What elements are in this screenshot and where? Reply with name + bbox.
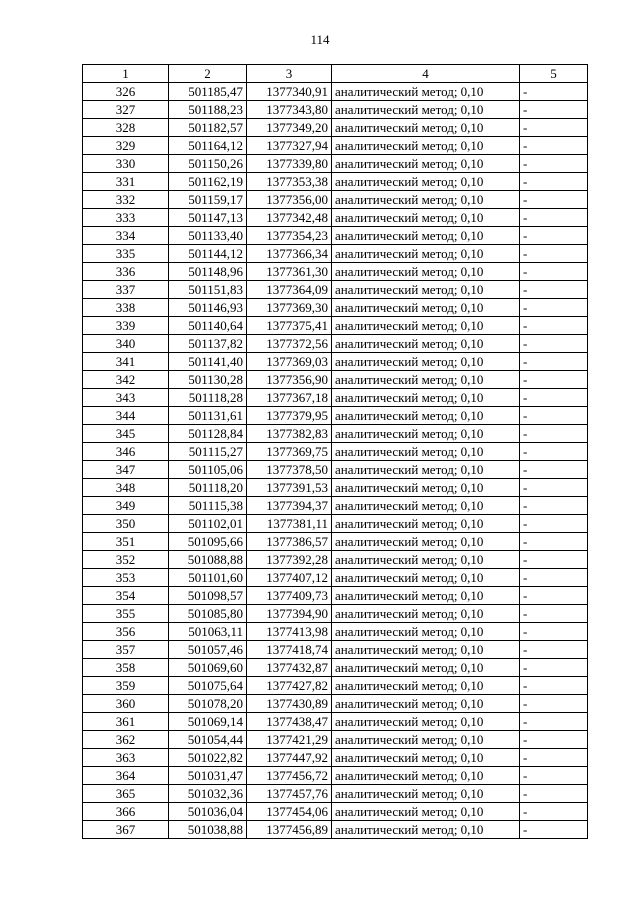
y-coordinate-cell: 1377366,34 <box>247 245 332 263</box>
method-accuracy-cell: аналитический метод; 0,10 <box>332 173 520 191</box>
table-row <box>83 749 588 767</box>
note-cell: - <box>520 101 588 119</box>
table-row <box>83 173 588 191</box>
point-number-cell: 338 <box>83 299 169 317</box>
table-row <box>83 803 588 821</box>
y-coordinate-cell: 1377409,73 <box>247 587 332 605</box>
note-cell: - <box>520 119 588 137</box>
point-number-cell: 363 <box>83 749 169 767</box>
y-coordinate-cell: 1377356,00 <box>247 191 332 209</box>
point-number-cell: 357 <box>83 641 169 659</box>
table-row <box>83 587 588 605</box>
point-number-cell: 355 <box>83 605 169 623</box>
note-cell: - <box>520 155 588 173</box>
note-cell: - <box>520 479 588 497</box>
column-header: 5 <box>520 65 588 83</box>
x-coordinate-cell: 501105,06 <box>169 461 247 479</box>
x-coordinate-cell: 501032,36 <box>169 785 247 803</box>
table-row <box>83 731 588 749</box>
y-coordinate-cell: 1377381,11 <box>247 515 332 533</box>
x-coordinate-cell: 501095,66 <box>169 533 247 551</box>
table-row <box>83 677 588 695</box>
point-number-cell: 332 <box>83 191 169 209</box>
note-cell: - <box>520 695 588 713</box>
method-accuracy-cell: аналитический метод; 0,10 <box>332 551 520 569</box>
note-cell: - <box>520 515 588 533</box>
x-coordinate-cell: 501150,26 <box>169 155 247 173</box>
x-coordinate-cell: 501118,28 <box>169 389 247 407</box>
point-number-cell: 330 <box>83 155 169 173</box>
table-row <box>83 317 588 335</box>
x-coordinate-cell: 501069,60 <box>169 659 247 677</box>
method-accuracy-cell: аналитический метод; 0,10 <box>332 695 520 713</box>
table-row <box>83 371 588 389</box>
x-coordinate-cell: 501151,83 <box>169 281 247 299</box>
method-accuracy-cell: аналитический метод; 0,10 <box>332 209 520 227</box>
x-coordinate-cell: 501031,47 <box>169 767 247 785</box>
table-row <box>83 659 588 677</box>
y-coordinate-cell: 1377327,94 <box>247 137 332 155</box>
point-number-cell: 350 <box>83 515 169 533</box>
method-accuracy-cell: аналитический метод; 0,10 <box>332 515 520 533</box>
note-cell: - <box>520 551 588 569</box>
point-number-cell: 351 <box>83 533 169 551</box>
y-coordinate-cell: 1377386,57 <box>247 533 332 551</box>
x-coordinate-cell: 501057,46 <box>169 641 247 659</box>
table-body <box>83 83 588 839</box>
method-accuracy-cell: аналитический метод; 0,10 <box>332 623 520 641</box>
point-number-cell: 362 <box>83 731 169 749</box>
note-cell: - <box>520 353 588 371</box>
point-number-cell: 345 <box>83 425 169 443</box>
method-accuracy-cell: аналитический метод; 0,10 <box>332 389 520 407</box>
y-coordinate-cell: 1377427,82 <box>247 677 332 695</box>
x-coordinate-cell: 501098,57 <box>169 587 247 605</box>
note-cell: - <box>520 191 588 209</box>
x-coordinate-cell: 501140,64 <box>169 317 247 335</box>
y-coordinate-cell: 1377354,23 <box>247 227 332 245</box>
table-row <box>83 281 588 299</box>
x-coordinate-cell: 501144,12 <box>169 245 247 263</box>
note-cell: - <box>520 137 588 155</box>
table-row <box>83 623 588 641</box>
x-coordinate-cell: 501147,13 <box>169 209 247 227</box>
table-row <box>83 137 588 155</box>
y-coordinate-cell: 1377407,12 <box>247 569 332 587</box>
column-header: 3 <box>247 65 332 83</box>
column-header: 2 <box>169 65 247 83</box>
x-coordinate-cell: 501069,14 <box>169 713 247 731</box>
point-number-cell: 352 <box>83 551 169 569</box>
x-coordinate-cell: 501115,27 <box>169 443 247 461</box>
point-number-cell: 365 <box>83 785 169 803</box>
x-coordinate-cell: 501075,64 <box>169 677 247 695</box>
table-row <box>83 533 588 551</box>
x-coordinate-cell: 501038,88 <box>169 821 247 839</box>
method-accuracy-cell: аналитический метод; 0,10 <box>332 731 520 749</box>
y-coordinate-cell: 1377372,56 <box>247 335 332 353</box>
y-coordinate-cell: 1377364,09 <box>247 281 332 299</box>
point-number-cell: 348 <box>83 479 169 497</box>
x-coordinate-cell: 501022,82 <box>169 749 247 767</box>
method-accuracy-cell: аналитический метод; 0,10 <box>332 317 520 335</box>
point-number-cell: 339 <box>83 317 169 335</box>
method-accuracy-cell: аналитический метод; 0,10 <box>332 101 520 119</box>
point-number-cell: 346 <box>83 443 169 461</box>
y-coordinate-cell: 1377394,90 <box>247 605 332 623</box>
x-coordinate-cell: 501133,40 <box>169 227 247 245</box>
y-coordinate-cell: 1377454,06 <box>247 803 332 821</box>
method-accuracy-cell: аналитический метод; 0,10 <box>332 785 520 803</box>
point-number-cell: 354 <box>83 587 169 605</box>
note-cell: - <box>520 371 588 389</box>
note-cell: - <box>520 317 588 335</box>
table-row <box>83 389 588 407</box>
y-coordinate-cell: 1377447,92 <box>247 749 332 767</box>
note-cell: - <box>520 227 588 245</box>
point-number-cell: 334 <box>83 227 169 245</box>
note-cell: - <box>520 803 588 821</box>
column-header: 4 <box>332 65 520 83</box>
note-cell: - <box>520 623 588 641</box>
note-cell: - <box>520 767 588 785</box>
method-accuracy-cell: аналитический метод; 0,10 <box>332 497 520 515</box>
y-coordinate-cell: 1377379,95 <box>247 407 332 425</box>
point-number-cell: 328 <box>83 119 169 137</box>
x-coordinate-cell: 501118,20 <box>169 479 247 497</box>
y-coordinate-cell: 1377356,90 <box>247 371 332 389</box>
method-accuracy-cell: аналитический метод; 0,10 <box>332 605 520 623</box>
note-cell: - <box>520 659 588 677</box>
x-coordinate-cell: 501148,96 <box>169 263 247 281</box>
method-accuracy-cell: аналитический метод; 0,10 <box>332 299 520 317</box>
x-coordinate-cell: 501159,17 <box>169 191 247 209</box>
y-coordinate-cell: 1377349,20 <box>247 119 332 137</box>
note-cell: - <box>520 641 588 659</box>
table-row <box>83 407 588 425</box>
note-cell: - <box>520 83 588 101</box>
y-coordinate-cell: 1377430,89 <box>247 695 332 713</box>
note-cell: - <box>520 443 588 461</box>
x-coordinate-cell: 501128,84 <box>169 425 247 443</box>
method-accuracy-cell: аналитический метод; 0,10 <box>332 137 520 155</box>
y-coordinate-cell: 1377339,80 <box>247 155 332 173</box>
table-row <box>83 209 588 227</box>
y-coordinate-cell: 1377361,30 <box>247 263 332 281</box>
y-coordinate-cell: 1377369,03 <box>247 353 332 371</box>
method-accuracy-cell: аналитический метод; 0,10 <box>332 821 520 839</box>
note-cell: - <box>520 173 588 191</box>
x-coordinate-cell: 501141,40 <box>169 353 247 371</box>
note-cell: - <box>520 713 588 731</box>
table-row <box>83 461 588 479</box>
method-accuracy-cell: аналитический метод; 0,10 <box>332 227 520 245</box>
point-number-cell: 367 <box>83 821 169 839</box>
table-row <box>83 335 588 353</box>
note-cell: - <box>520 821 588 839</box>
point-number-cell: 343 <box>83 389 169 407</box>
y-coordinate-cell: 1377457,76 <box>247 785 332 803</box>
y-coordinate-cell: 1377438,47 <box>247 713 332 731</box>
table-row <box>83 425 588 443</box>
table-row <box>83 605 588 623</box>
y-coordinate-cell: 1377394,37 <box>247 497 332 515</box>
table-row <box>83 263 588 281</box>
point-number-cell: 359 <box>83 677 169 695</box>
table-row <box>83 83 588 101</box>
table-row <box>83 641 588 659</box>
y-coordinate-cell: 1377378,50 <box>247 461 332 479</box>
table-row <box>83 713 588 731</box>
x-coordinate-cell: 501185,47 <box>169 83 247 101</box>
note-cell: - <box>520 263 588 281</box>
x-coordinate-cell: 501182,57 <box>169 119 247 137</box>
method-accuracy-cell: аналитический метод; 0,10 <box>332 659 520 677</box>
point-number-cell: 327 <box>83 101 169 119</box>
point-number-cell: 337 <box>83 281 169 299</box>
method-accuracy-cell: аналитический метод; 0,10 <box>332 425 520 443</box>
x-coordinate-cell: 501188,23 <box>169 101 247 119</box>
x-coordinate-cell: 501036,04 <box>169 803 247 821</box>
y-coordinate-cell: 1377382,83 <box>247 425 332 443</box>
y-coordinate-cell: 1377418,74 <box>247 641 332 659</box>
column-header: 1 <box>83 65 169 83</box>
point-number-cell: 340 <box>83 335 169 353</box>
point-number-cell: 333 <box>83 209 169 227</box>
x-coordinate-cell: 501137,82 <box>169 335 247 353</box>
y-coordinate-cell: 1377343,80 <box>247 101 332 119</box>
method-accuracy-cell: аналитический метод; 0,10 <box>332 443 520 461</box>
y-coordinate-cell: 1377367,18 <box>247 389 332 407</box>
point-number-cell: 361 <box>83 713 169 731</box>
method-accuracy-cell: аналитический метод; 0,10 <box>332 587 520 605</box>
y-coordinate-cell: 1377369,75 <box>247 443 332 461</box>
table-row <box>83 497 588 515</box>
note-cell: - <box>520 461 588 479</box>
point-number-cell: 353 <box>83 569 169 587</box>
x-coordinate-cell: 501101,60 <box>169 569 247 587</box>
method-accuracy-cell: аналитический метод; 0,10 <box>332 245 520 263</box>
point-number-cell: 335 <box>83 245 169 263</box>
page-number: 114 <box>310 32 330 47</box>
table-header-row <box>83 65 588 83</box>
coordinates-table <box>82 64 588 839</box>
method-accuracy-cell: аналитический метод; 0,10 <box>332 371 520 389</box>
note-cell: - <box>520 569 588 587</box>
x-coordinate-cell: 501146,93 <box>169 299 247 317</box>
note-cell: - <box>520 281 588 299</box>
table-row <box>83 443 588 461</box>
table-row <box>83 695 588 713</box>
x-coordinate-cell: 501063,11 <box>169 623 247 641</box>
y-coordinate-cell: 1377342,48 <box>247 209 332 227</box>
x-coordinate-cell: 501130,28 <box>169 371 247 389</box>
note-cell: - <box>520 497 588 515</box>
table-row <box>83 821 588 839</box>
point-number-cell: 356 <box>83 623 169 641</box>
table-row <box>83 155 588 173</box>
y-coordinate-cell: 1377353,38 <box>247 173 332 191</box>
note-cell: - <box>520 785 588 803</box>
y-coordinate-cell: 1377369,30 <box>247 299 332 317</box>
method-accuracy-cell: аналитический метод; 0,10 <box>332 569 520 587</box>
y-coordinate-cell: 1377456,89 <box>247 821 332 839</box>
point-number-cell: 341 <box>83 353 169 371</box>
method-accuracy-cell: аналитический метод; 0,10 <box>332 119 520 137</box>
point-number-cell: 331 <box>83 173 169 191</box>
method-accuracy-cell: аналитический метод; 0,10 <box>332 281 520 299</box>
note-cell: - <box>520 731 588 749</box>
point-number-cell: 347 <box>83 461 169 479</box>
point-number-cell: 360 <box>83 695 169 713</box>
point-number-cell: 364 <box>83 767 169 785</box>
method-accuracy-cell: аналитический метод; 0,10 <box>332 83 520 101</box>
table-row <box>83 245 588 263</box>
table-row <box>83 479 588 497</box>
note-cell: - <box>520 425 588 443</box>
method-accuracy-cell: аналитический метод; 0,10 <box>332 677 520 695</box>
y-coordinate-cell: 1377456,72 <box>247 767 332 785</box>
note-cell: - <box>520 749 588 767</box>
table-row <box>83 299 588 317</box>
x-coordinate-cell: 501164,12 <box>169 137 247 155</box>
point-number-cell: 336 <box>83 263 169 281</box>
method-accuracy-cell: аналитический метод; 0,10 <box>332 533 520 551</box>
table-row <box>83 353 588 371</box>
note-cell: - <box>520 245 588 263</box>
method-accuracy-cell: аналитический метод; 0,10 <box>332 353 520 371</box>
y-coordinate-cell: 1377392,28 <box>247 551 332 569</box>
method-accuracy-cell: аналитический метод; 0,10 <box>332 335 520 353</box>
note-cell: - <box>520 389 588 407</box>
y-coordinate-cell: 1377421,29 <box>247 731 332 749</box>
method-accuracy-cell: аналитический метод; 0,10 <box>332 803 520 821</box>
note-cell: - <box>520 587 588 605</box>
note-cell: - <box>520 533 588 551</box>
point-number-cell: 326 <box>83 83 169 101</box>
x-coordinate-cell: 501088,88 <box>169 551 247 569</box>
point-number-cell: 358 <box>83 659 169 677</box>
x-coordinate-cell: 501162,19 <box>169 173 247 191</box>
point-number-cell: 344 <box>83 407 169 425</box>
table-row <box>83 569 588 587</box>
note-cell: - <box>520 605 588 623</box>
table-row <box>83 785 588 803</box>
note-cell: - <box>520 209 588 227</box>
method-accuracy-cell: аналитический метод; 0,10 <box>332 767 520 785</box>
table-row <box>83 227 588 245</box>
method-accuracy-cell: аналитический метод; 0,10 <box>332 263 520 281</box>
point-number-cell: 342 <box>83 371 169 389</box>
note-cell: - <box>520 677 588 695</box>
method-accuracy-cell: аналитический метод; 0,10 <box>332 479 520 497</box>
method-accuracy-cell: аналитический метод; 0,10 <box>332 641 520 659</box>
method-accuracy-cell: аналитический метод; 0,10 <box>332 461 520 479</box>
note-cell: - <box>520 335 588 353</box>
point-number-cell: 329 <box>83 137 169 155</box>
x-coordinate-cell: 501085,80 <box>169 605 247 623</box>
method-accuracy-cell: аналитический метод; 0,10 <box>332 749 520 767</box>
y-coordinate-cell: 1377413,98 <box>247 623 332 641</box>
y-coordinate-cell: 1377432,87 <box>247 659 332 677</box>
y-coordinate-cell: 1377340,91 <box>247 83 332 101</box>
table-row <box>83 101 588 119</box>
point-number-cell: 366 <box>83 803 169 821</box>
table-row <box>83 515 588 533</box>
method-accuracy-cell: аналитический метод; 0,10 <box>332 191 520 209</box>
table-row <box>83 551 588 569</box>
note-cell: - <box>520 407 588 425</box>
x-coordinate-cell: 501102,01 <box>169 515 247 533</box>
x-coordinate-cell: 501078,20 <box>169 695 247 713</box>
method-accuracy-cell: аналитический метод; 0,10 <box>332 407 520 425</box>
table-row <box>83 767 588 785</box>
x-coordinate-cell: 501115,38 <box>169 497 247 515</box>
method-accuracy-cell: аналитический метод; 0,10 <box>332 155 520 173</box>
x-coordinate-cell: 501131,61 <box>169 407 247 425</box>
x-coordinate-cell: 501054,44 <box>169 731 247 749</box>
method-accuracy-cell: аналитический метод; 0,10 <box>332 713 520 731</box>
note-cell: - <box>520 299 588 317</box>
point-number-cell: 349 <box>83 497 169 515</box>
table-row <box>83 119 588 137</box>
y-coordinate-cell: 1377391,53 <box>247 479 332 497</box>
y-coordinate-cell: 1377375,41 <box>247 317 332 335</box>
table-row <box>83 191 588 209</box>
